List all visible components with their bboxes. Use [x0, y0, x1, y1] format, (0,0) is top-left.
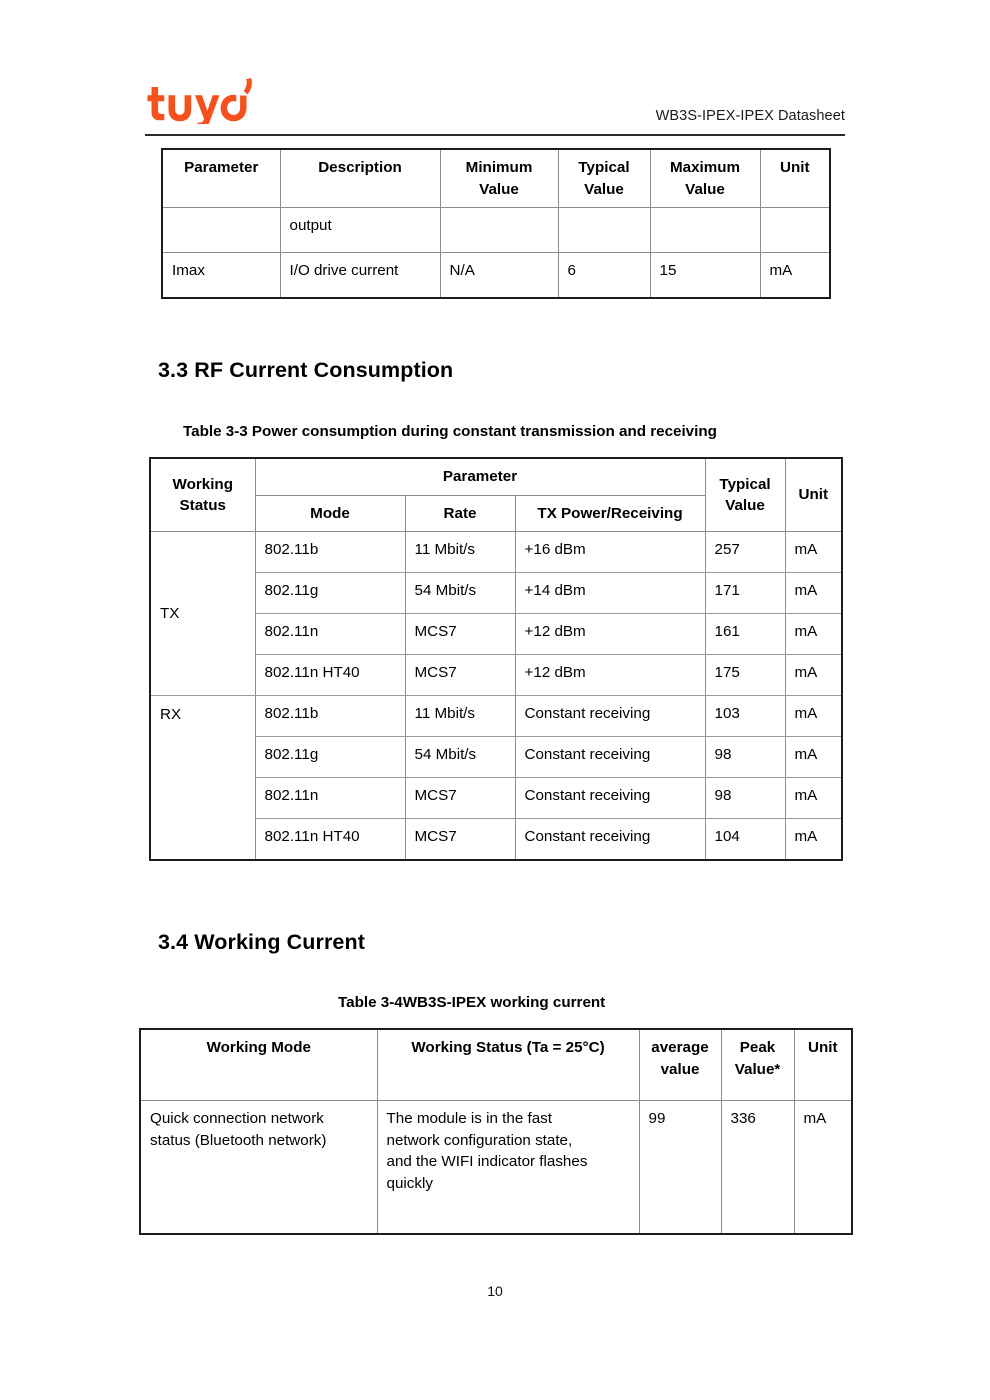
cell-text: average: [651, 1039, 709, 1056]
cell-typical-value: 103: [705, 696, 785, 737]
col-header-peak-value: [721, 1029, 794, 1101]
table-row: [162, 208, 830, 253]
cell-mode: 802.11g: [255, 573, 405, 614]
table-row: [150, 532, 842, 573]
header-document-title: WB3S-IPEX-IPEX Datasheet: [655, 108, 845, 124]
cell-typical: [558, 208, 650, 253]
table-row: [162, 253, 830, 299]
col-header-average-value: [639, 1029, 721, 1101]
cell-unit: mA: [785, 819, 842, 861]
cell-rate: MCS7: [405, 819, 515, 861]
cell-typical-value: 171: [705, 573, 785, 614]
cell-text: Working: [172, 475, 233, 493]
cell-tx-power: +12 dBm: [515, 655, 705, 696]
cell-text: Value: [725, 497, 765, 515]
cell-tx-power: +16 dBm: [515, 532, 705, 573]
cell-tx-power: Constant receiving: [515, 696, 705, 737]
table-row: [150, 696, 842, 737]
section-heading-3-3: 3.3 RF Current Consumption: [158, 358, 454, 382]
cell-average-value: 99: [639, 1101, 721, 1235]
cell-text: Value: [685, 180, 725, 198]
cell-unit: mA: [785, 778, 842, 819]
cell-rate: 54 Mbit/s: [405, 737, 515, 778]
col-header-unit: [760, 149, 830, 208]
col-header-typical-value: [558, 149, 650, 208]
cell-tx-power: Constant receiving: [515, 737, 705, 778]
col-header-mode: Mode: [255, 495, 405, 532]
cell-text: Typical: [578, 159, 630, 176]
cell-text: Status: [179, 497, 226, 515]
table-continued-wrapper: [161, 148, 829, 299]
cell-working-status: [377, 1101, 639, 1235]
col-header-working-status: Working Status (Ta = 25°C): [377, 1029, 639, 1101]
cell-typical: 6: [558, 253, 650, 299]
cell-typical-value: 98: [705, 778, 785, 819]
cell-text: and the WIFI indicator flashes: [386, 1153, 588, 1171]
cell-unit: mA: [785, 655, 842, 696]
table-3-4-wrapper: [139, 1028, 851, 1235]
cell-working-status-tx: TX: [150, 532, 255, 696]
col-header-parameter-group: Parameter: [255, 458, 705, 495]
cell-text: Parameter: [184, 159, 259, 176]
cell-minimum: N/A: [440, 253, 558, 299]
cell-unit: mA: [785, 573, 842, 614]
cell-text: Maximum: [669, 159, 741, 176]
cell-text: value: [660, 1060, 700, 1078]
cell-minimum: [440, 208, 558, 253]
col-header-unit: Unit: [785, 458, 842, 532]
cell-text: quickly: [386, 1174, 433, 1192]
cell-typical-value: 98: [705, 737, 785, 778]
cell-typical-value: 257: [705, 532, 785, 573]
col-header-working-mode: Working Mode: [140, 1029, 377, 1101]
cell-mode: 802.11g: [255, 737, 405, 778]
cell-text: Typical: [719, 475, 771, 493]
cell-tx-power: +14 dBm: [515, 573, 705, 614]
col-header-description: [280, 149, 440, 208]
cell-text: The module is in the fast: [386, 1110, 552, 1127]
cell-text: status (Bluetooth network): [150, 1131, 327, 1149]
cell-unit: mA: [785, 532, 842, 573]
cell-text: Unit: [779, 159, 810, 176]
tuya-logo: [145, 78, 265, 124]
cell-unit: mA: [760, 253, 830, 299]
table-row: [140, 1101, 852, 1235]
section-heading-3-4: 3.4 Working Current: [158, 930, 365, 954]
cell-rate: 54 Mbit/s: [405, 573, 515, 614]
cell-typical-value: 161: [705, 614, 785, 655]
table-caption-3-3: Table 3-3 Power consumption during constant transmission and receiving: [183, 423, 717, 440]
col-header-minimum-value: [440, 149, 558, 208]
col-header-parameter: [162, 149, 280, 208]
cell-rate: MCS7: [405, 778, 515, 819]
cell-unit: mA: [785, 614, 842, 655]
cell-mode: 802.11n: [255, 778, 405, 819]
cell-working-status-rx: RX: [150, 696, 255, 861]
cell-text: Description: [318, 159, 402, 176]
cell-text: Peak: [739, 1039, 776, 1056]
cell-mode: 802.11n HT40: [255, 819, 405, 861]
cell-mode: 802.11b: [255, 696, 405, 737]
col-header-unit: Unit: [794, 1029, 852, 1101]
cell-unit: mA: [785, 696, 842, 737]
cell-text: Minimum: [465, 159, 533, 176]
cell-mode: 802.11n HT40: [255, 655, 405, 696]
cell-mode: 802.11b: [255, 532, 405, 573]
cell-working-mode: [140, 1101, 377, 1235]
col-header-rate: Rate: [405, 495, 515, 532]
cell-tx-power: +12 dBm: [515, 614, 705, 655]
cell-unit: mA: [785, 737, 842, 778]
cell-typical-value: 104: [705, 819, 785, 861]
col-header-typical-value: [705, 458, 785, 532]
cell-tx-power: Constant receiving: [515, 778, 705, 819]
page-header: [145, 74, 845, 136]
cell-rate: MCS7: [405, 655, 515, 696]
cell-description: I/O drive current: [280, 253, 440, 299]
table-3-4: [139, 1028, 853, 1235]
table-3-3-wrapper: [149, 457, 841, 861]
table-row-header: [162, 149, 830, 208]
cell-typical-value: 175: [705, 655, 785, 696]
cell-text: Value*: [734, 1060, 781, 1078]
table-row-header: [150, 458, 842, 495]
cell-unit: [760, 208, 830, 253]
cell-peak-value: 336: [721, 1101, 794, 1235]
table-continued: [161, 148, 831, 299]
col-header-tx-power: TX Power/Receiving: [515, 495, 705, 532]
cell-text: Value: [584, 180, 624, 198]
cell-mode: 802.11n: [255, 614, 405, 655]
cell-parameter: Imax: [162, 253, 280, 299]
page-number: 10: [487, 1283, 503, 1299]
header-divider: [145, 134, 845, 136]
cell-text: Quick connection network: [150, 1110, 324, 1127]
cell-description: output: [280, 208, 440, 253]
cell-text: Value: [479, 180, 519, 198]
cell-rate: 11 Mbit/s: [405, 532, 515, 573]
cell-maximum: 15: [650, 253, 760, 299]
cell-tx-power: Constant receiving: [515, 819, 705, 861]
cell-unit: mA: [794, 1101, 852, 1235]
col-header-working-status: [150, 458, 255, 532]
table-caption-3-4: Table 3-4WB3S-IPEX working current: [338, 994, 606, 1011]
cell-rate: MCS7: [405, 614, 515, 655]
cell-parameter: [162, 208, 280, 253]
cell-maximum: [650, 208, 760, 253]
cell-rate: 11 Mbit/s: [405, 696, 515, 737]
table-row-header: [140, 1029, 852, 1101]
table-3-3: [149, 457, 843, 861]
col-header-maximum-value: [650, 149, 760, 208]
cell-text: network configuration state,: [386, 1131, 573, 1149]
